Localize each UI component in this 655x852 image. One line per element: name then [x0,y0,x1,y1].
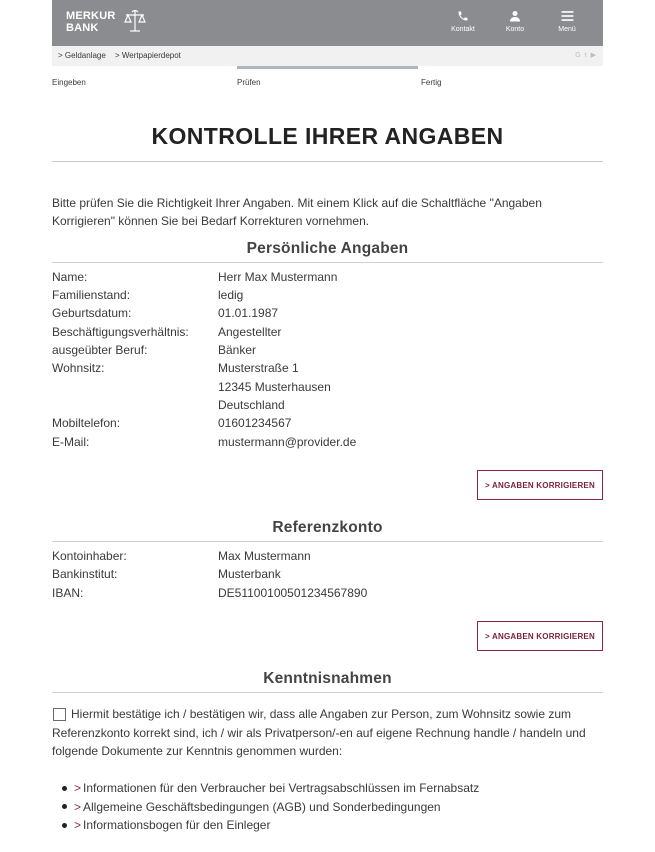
document-list [62,779,479,835]
section-divider-reference [52,541,603,542]
value-beruf: Bänker [218,343,257,357]
value-mobiltelefon: 01601234567 [218,416,292,430]
page-title: KONTROLLE IHRER ANGABEN [151,123,504,149]
step-fertig: Fertig [421,78,442,87]
value-name: Herr Max Mustermann [218,270,338,284]
step-eingeben: Eingeben [52,78,86,87]
site-header [52,0,603,46]
phone-icon [457,10,469,22]
list-item-document-verbraucherinfo[interactable] [62,779,479,798]
list-item-document-agb[interactable] [62,798,479,817]
logo-line-2: BANK [66,22,99,34]
value-beschaeftigung: Angestellter [218,325,282,339]
breadcrumb [52,46,603,66]
label-mobiltelefon: Mobiltelefon: [52,416,121,430]
header-nav [437,8,593,34]
logo-line-1: MERKUR [66,10,116,22]
section-title-acknowledgements: Kenntnisnahmen [263,670,392,687]
breadcrumb-item-geldanlage[interactable]: > Geldanlage [58,51,106,60]
section-divider-acknowledgements [52,692,603,693]
correct-reference-button[interactable]: > ANGABEN KORRIGIEREN [477,621,603,651]
value-bankinstitut: Musterbank [218,567,281,581]
value-iban: DE51100100501234567890 [218,586,368,600]
document-link-verbraucherinfo[interactable]: Informationen für den Verbraucher bei Vertragsabschlüssen im Fernabsatz [83,781,480,795]
nav-account-label: Konto [505,26,525,33]
label-kontoinhaber: Kontoinhaber: [52,549,127,563]
label-name: Name: [52,270,88,284]
label-iban: IBAN: [52,586,84,600]
google-plus-icon[interactable]: G [575,52,581,59]
youtube-icon[interactable]: ▶ [590,52,596,59]
step-pruefen: Prüfen [237,78,261,87]
nav-menu[interactable] [541,8,593,34]
value-kontoinhaber: Max Mustermann [218,549,311,563]
merkur-bank-logo[interactable] [66,10,146,34]
label-beschaeftigung: Beschäftigungsverhältnis: [52,325,189,339]
nav-menu-label: Menü [558,26,576,33]
bullet-icon [62,823,67,828]
link-arrow-icon: > [74,818,82,832]
label-familienstand: Familienstand: [52,288,131,302]
social-links [575,52,596,60]
value-land: Deutschland [218,398,285,412]
label-beruf: ausgeübter Beruf: [52,343,148,357]
bullet-icon [62,804,67,809]
consent-text: Hiermit bestätige ich / bestätigen wir, dass alle Angaben zur Person, zum Wohnsitz sowie zum Referenzkonto korrekt sind, ich / wir als Privatperson/-en auf eigene Rechnung handle / handeln und folgende Dokumente zur Kenntnis genommen wurden: [52,707,586,758]
nav-contact-label: Kontakt [451,26,475,33]
nav-contact[interactable] [437,8,489,34]
section-title-personal: Persönliche Angaben [246,240,409,257]
hamburger-menu-icon [561,10,574,22]
nav-account[interactable] [489,8,541,34]
twitter-icon[interactable]: t [584,52,587,59]
label-email: E-Mail: [52,435,90,449]
label-wohnsitz: Wohnsitz: [52,361,105,375]
correct-personal-button[interactable]: > ANGABEN KORRIGIEREN [477,470,603,500]
document-link-agb[interactable]: Allgemeine Geschäftsbedingungen (AGB) und Sonderbedingungen [83,799,441,814]
value-geburtsdatum: 01.01.1987 [218,306,279,320]
list-item-document-informationsbogen[interactable] [62,816,479,835]
title-divider [52,161,603,162]
document-link-informationsbogen[interactable]: Informationsbogen für den Einleger [83,818,271,832]
link-arrow-icon: > [74,781,82,795]
value-familienstand: ledig [218,288,244,302]
intro-text: Bitte prüfen Sie die Richtigkeit Ihrer Angaben. Mit einem Klick auf die Schaltfläche "Angaben Korrigieren" können Sie bei Bedarf Korrekturen vornehmen. [52,196,542,228]
section-divider-personal [52,262,603,263]
user-icon [509,10,521,22]
value-strasse: Musterstraße 1 [218,361,299,375]
label-bankinstitut: Bankinstitut: [52,567,118,581]
value-ort: 12345 Musterhausen [218,380,331,394]
label-geburtsdatum: Geburtsdatum: [52,306,132,320]
value-email: mustermann@provider.de [218,435,357,449]
bullet-icon [62,786,67,791]
scales-emblem-icon [124,9,146,33]
section-title-reference: Referenzkonto [272,519,383,536]
link-arrow-icon: > [74,799,82,814]
breadcrumb-item-wertpapierdepot[interactable]: > Wertpapierdepot [115,51,181,60]
progress-indicator-current-step [237,66,418,69]
